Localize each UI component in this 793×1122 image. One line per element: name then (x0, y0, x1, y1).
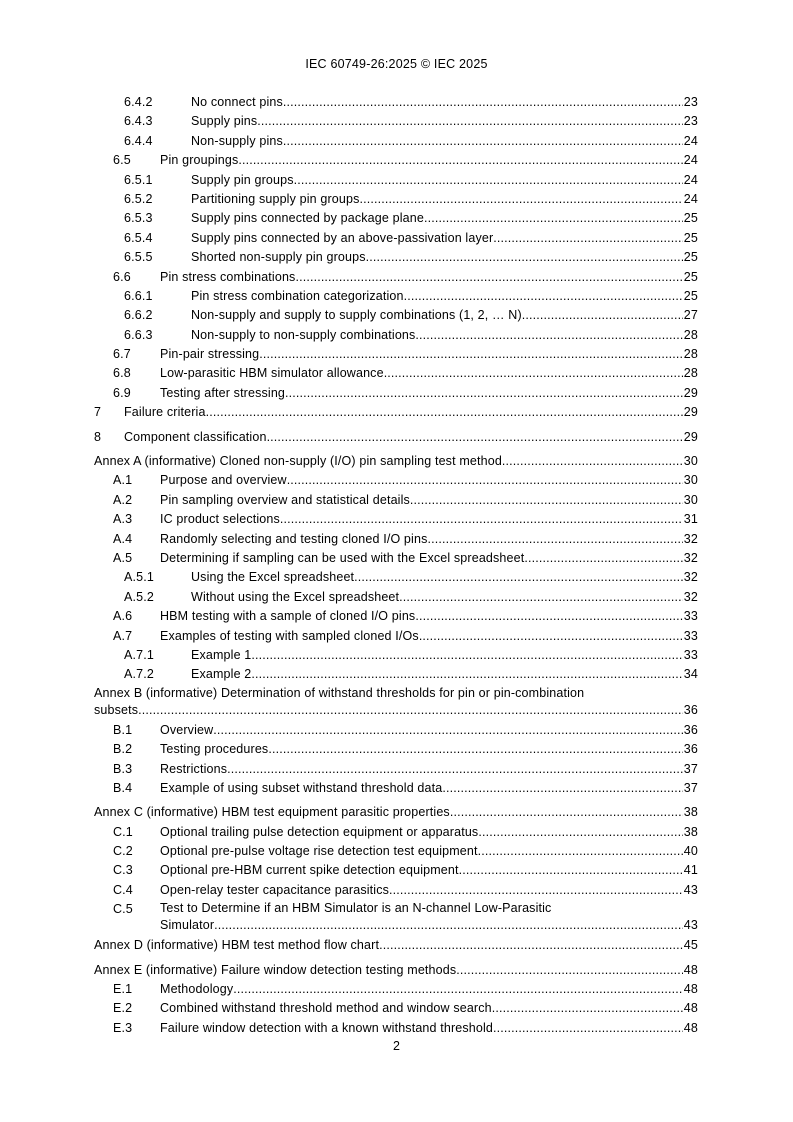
toc-entry-number: B.4 (113, 780, 133, 795)
dot-leader (295, 268, 682, 287)
toc-entry-title: Test to Determine if an HBM Simulator is an N-channel Low-Parasitic (160, 901, 552, 916)
toc-entry-number: 6.5 (113, 153, 131, 168)
toc-entry[interactable] (94, 384, 698, 403)
toc-entry[interactable] (94, 268, 698, 287)
toc-entry-page: 24 (683, 133, 698, 148)
toc-entry-page: 28 (683, 327, 698, 342)
dot-leader (424, 209, 683, 228)
toc-entry-page: 48 (683, 962, 698, 977)
toc-entry[interactable] (94, 588, 698, 607)
toc-entry[interactable] (94, 209, 698, 228)
toc-entry-title: Methodology (160, 982, 234, 997)
toc-entry-number: 8 (94, 429, 102, 444)
toc-entry-page: 37 (683, 780, 698, 795)
toc-entry[interactable] (94, 803, 698, 822)
dot-leader (493, 229, 683, 248)
toc-entry[interactable] (94, 364, 698, 383)
toc-entry-title: Combined withstand threshold method and window search (160, 1001, 492, 1016)
toc-entry-title: Partitioning supply pin groups (191, 191, 360, 206)
dot-leader (442, 779, 682, 798)
toc-entry[interactable] (94, 881, 698, 900)
toc-entry-title: Annex A (informative) Cloned non-supply (I/O) pin sampling test method (94, 454, 502, 469)
toc-entry-page: 45 (683, 938, 698, 953)
toc-entry-number: A.7.2 (124, 667, 154, 682)
toc-entry-title: Open-relay tester capacitance parasitics (160, 882, 390, 897)
toc-entry-page: 25 (683, 230, 698, 245)
dot-leader (502, 452, 683, 471)
toc-entry-title: Non-supply and supply to supply combinations (1, 2, … N) (191, 308, 522, 323)
toc-entry-page: 33 (683, 647, 698, 662)
toc-entry-number: C.1 (113, 824, 133, 839)
toc-entry-page: 29 (683, 385, 698, 400)
toc-entry-page: 24 (683, 172, 698, 187)
toc-entry-number: B.2 (113, 742, 133, 757)
toc-entry-title: Low-parasitic HBM simulator allowance (160, 366, 384, 381)
toc-entry-page: 33 (683, 609, 698, 624)
toc-entry-page: 41 (683, 863, 698, 878)
toc-entry-title: Testing after stressing (160, 385, 286, 400)
toc-entry-number: C.2 (113, 844, 133, 859)
toc-entry-title: Example 2 (191, 667, 252, 682)
toc-entry-number: A.5.2 (124, 589, 154, 604)
toc-entry-number: A.5 (113, 550, 133, 565)
toc-entry-page: 48 (683, 1001, 698, 1016)
toc-entry-page: 25 (683, 250, 698, 265)
toc-entry-page: 33 (683, 628, 698, 643)
dot-leader (419, 627, 683, 646)
toc-entry-page: 29 (683, 405, 698, 420)
toc-entry[interactable] (94, 900, 698, 936)
toc-entry-title: Optional trailing pulse detection equipment or apparatus (160, 824, 479, 839)
toc-entry-number: B.3 (113, 761, 133, 776)
toc-entry-title: Pin groupings (160, 153, 239, 168)
toc-entry[interactable] (94, 530, 698, 549)
dot-leader (267, 428, 683, 447)
toc-entry-page: 28 (683, 347, 698, 362)
toc-entry-page: 32 (683, 531, 698, 546)
toc-entry-page: 30 (683, 473, 698, 488)
dot-leader (410, 491, 683, 510)
toc-entry-number: 6.5.5 (124, 250, 153, 265)
toc-entry-number: A.1 (113, 473, 133, 488)
toc-entry[interactable] (94, 961, 698, 980)
page-header: IEC 60749-26:2025 © IEC 2025 (305, 57, 488, 71)
toc-entry-title: Annex D (informative) HBM test method flow chart (94, 938, 380, 953)
toc-entry-number: A.3 (113, 512, 133, 527)
toc-entry-page: 30 (683, 492, 698, 507)
toc-entry-page: 38 (683, 824, 698, 839)
toc-entry-number: 6.5.4 (124, 230, 153, 245)
toc-entry-title: Component classification (124, 429, 267, 444)
toc-entry-number: C.3 (113, 863, 133, 878)
toc-entry-page: 43 (683, 882, 698, 897)
toc-entry-page: 48 (683, 1020, 698, 1035)
toc-entry[interactable] (94, 980, 698, 999)
toc-entry-page: 24 (683, 153, 698, 168)
toc-entry-number: A.7.1 (124, 647, 154, 662)
dot-leader (379, 936, 683, 955)
toc-entry-page: 25 (683, 211, 698, 226)
toc-entry-title: IC product selections (160, 512, 280, 527)
dot-leader (213, 721, 682, 740)
toc-entry-title: Pin-pair stressing (160, 347, 260, 362)
dot-leader (280, 510, 683, 529)
dot-leader (450, 803, 683, 822)
toc-entry-page: 29 (683, 429, 698, 444)
toc-entry-title: Examples of testing with sampled cloned I/Os (160, 628, 419, 643)
dot-leader (268, 740, 682, 759)
toc-entry-number: 6.9 (113, 385, 131, 400)
toc-entry[interactable] (94, 403, 698, 422)
toc-entry-number: A.6 (113, 609, 133, 624)
toc-entry-title-continued: Simulator (160, 918, 215, 933)
toc-entry-number: E.2 (113, 1001, 133, 1016)
toc-entry[interactable] (94, 151, 698, 170)
dot-leader (294, 171, 683, 190)
toc-entry[interactable] (94, 999, 698, 1018)
toc-entry-number: E.1 (113, 982, 133, 997)
dot-leader (257, 112, 683, 131)
toc-entry-page: 32 (683, 550, 698, 565)
toc-entry[interactable] (94, 345, 698, 364)
dot-leader (404, 287, 683, 306)
toc-entry[interactable] (94, 823, 698, 842)
toc-entry[interactable] (94, 627, 698, 646)
toc-entry-page: 36 (683, 722, 698, 737)
dot-leader (214, 916, 683, 934)
dot-leader (524, 549, 682, 568)
toc-entry[interactable] (94, 760, 698, 779)
dot-leader (399, 588, 683, 607)
dot-leader (415, 326, 682, 345)
toc-entry-page: 31 (683, 512, 698, 527)
toc-entry[interactable] (94, 229, 698, 248)
toc-entry[interactable] (94, 665, 698, 684)
toc-entry-number: A.4 (113, 531, 133, 546)
toc-entry-title: HBM testing with a sample of cloned I/O pins (160, 609, 416, 624)
toc-entry-page: 48 (683, 982, 698, 997)
toc-entry-title-continued: subsets (94, 702, 139, 717)
toc-entry[interactable] (94, 287, 698, 306)
toc-entry-page: 38 (683, 805, 698, 820)
toc-entry-page: 23 (683, 95, 698, 109)
toc-entry[interactable] (94, 779, 698, 798)
dot-leader (251, 665, 682, 684)
toc-entry[interactable] (94, 646, 698, 665)
toc-entry-title: No connect pins (191, 95, 283, 109)
dot-leader (251, 646, 682, 665)
toc-entry[interactable] (94, 171, 698, 190)
toc-entry-page: 27 (683, 308, 698, 323)
toc-entry-number: 6.5.3 (124, 211, 153, 226)
toc-entry-title: Restrictions (160, 761, 228, 776)
toc-entry-page: 30 (683, 454, 698, 469)
toc-entry[interactable] (94, 936, 698, 955)
toc-entry-number: C.5 (113, 902, 133, 917)
dot-leader (283, 93, 683, 112)
toc-entry-number: 6.6 (113, 269, 131, 284)
toc-entry-title: Annex E (informative) Failure window detection testing methods (94, 962, 457, 977)
toc-entry-number: A.5.1 (124, 570, 154, 585)
toc-entry-number: 7 (94, 405, 102, 420)
toc-entry-title: Supply pins (191, 114, 258, 129)
toc-entry-title: Non-supply to non-supply combinations (191, 327, 416, 342)
toc-entry-number: A.7 (113, 628, 133, 643)
toc-entry[interactable] (94, 93, 698, 112)
toc-entry-title: Failure criteria (124, 405, 206, 420)
dot-leader (522, 306, 683, 325)
toc-entry-title: Testing procedures (160, 742, 269, 757)
dot-leader (287, 471, 683, 490)
toc-entry[interactable] (94, 1019, 698, 1038)
toc-entry-page: 36 (683, 702, 698, 717)
toc-entry-title: Supply pins connected by package plane (191, 211, 424, 226)
toc-entry-page: 36 (683, 742, 698, 757)
toc-entry-page: 40 (683, 844, 698, 859)
dot-leader (259, 345, 683, 364)
toc-entry-title: Randomly selecting and testing cloned I/O pins (160, 531, 428, 546)
toc-entry-number: 6.6.3 (124, 327, 153, 342)
toc-entry-number: 6.7 (113, 347, 131, 362)
toc-entry-number: A.2 (113, 492, 133, 507)
dot-leader (138, 701, 683, 719)
toc-entry-page: 25 (683, 269, 698, 284)
toc-entry[interactable] (94, 132, 698, 151)
dot-leader (492, 999, 683, 1018)
toc-entry-title: Non-supply pins (191, 133, 283, 148)
toc-entry-title: Example 1 (191, 647, 252, 662)
toc-entry-title: Purpose and overview (160, 473, 287, 488)
dot-leader (389, 881, 683, 900)
toc-entry-number: 6.5.1 (124, 172, 153, 187)
toc-entry-page: 23 (683, 114, 698, 129)
dot-leader (227, 760, 683, 779)
toc-entry[interactable] (94, 740, 698, 759)
toc-entry-number: C.4 (113, 882, 133, 897)
toc-entry[interactable] (94, 685, 698, 721)
toc-entry-title: Optional pre-pulse voltage rise detection test equipment (160, 844, 478, 859)
dot-leader (285, 384, 683, 403)
table-of-contents (94, 93, 698, 1038)
toc-entry-title: Determining if sampling can be used with the Excel spreadsheet (160, 550, 525, 565)
toc-entry-page: 32 (683, 570, 698, 585)
toc-entry[interactable] (94, 510, 698, 529)
toc-entry[interactable] (94, 326, 698, 345)
toc-entry[interactable] (94, 568, 698, 587)
toc-entry[interactable] (94, 452, 698, 471)
dot-leader (493, 1019, 683, 1038)
toc-entry-page: 28 (683, 366, 698, 381)
toc-entry-title: Supply pins connected by an above-passivation layer (191, 230, 494, 245)
toc-entry-number: E.3 (113, 1020, 133, 1035)
dot-leader (459, 861, 683, 880)
toc-entry[interactable] (94, 306, 698, 325)
toc-entry-number: 6.4.2 (124, 95, 153, 109)
dot-leader (206, 403, 683, 422)
toc-entry-title: Annex B (informative) Determination of withstand thresholds for pin or pin-combination (94, 685, 585, 700)
toc-entry-title: Optional pre-HBM current spike detection equipment (160, 863, 459, 878)
toc-entry-number: 6.8 (113, 366, 131, 381)
page-number: 2 (393, 1039, 400, 1053)
dot-leader (478, 842, 683, 861)
toc-entry-page: 25 (683, 288, 698, 303)
dot-leader (354, 568, 683, 587)
toc-entry-page: 34 (683, 667, 698, 682)
toc-entry[interactable] (94, 248, 698, 267)
dot-leader (238, 151, 682, 170)
dot-leader (478, 823, 682, 842)
toc-entry-title: Without using the Excel spreadsheet (191, 589, 400, 604)
dot-leader (384, 364, 683, 383)
toc-entry-title: Overview (160, 722, 214, 737)
toc-entry-title: Using the Excel spreadsheet (191, 570, 355, 585)
toc-entry[interactable] (94, 861, 698, 880)
toc-entry-number: 6.6.1 (124, 288, 153, 303)
toc-entry[interactable] (94, 721, 698, 740)
toc-entry-title: Shorted non-supply pin groups (191, 250, 366, 265)
toc-entry[interactable] (94, 607, 698, 626)
toc-entry-page: 24 (683, 191, 698, 206)
dot-leader (456, 961, 683, 980)
dot-leader (415, 607, 682, 626)
dot-leader (366, 248, 683, 267)
toc-entry[interactable] (94, 842, 698, 861)
toc-entry[interactable] (94, 428, 698, 447)
toc-entry-title: Example of using subset withstand threshold data (160, 780, 443, 795)
toc-entry[interactable] (94, 112, 698, 131)
toc-entry-title: Pin stress combinations (160, 269, 296, 284)
toc-entry-title: Pin sampling overview and statistical details (160, 492, 410, 507)
dot-leader (283, 132, 683, 151)
toc-entry-page: 37 (683, 761, 698, 776)
toc-entry-page: 32 (683, 589, 698, 604)
toc-entry[interactable] (94, 491, 698, 510)
toc-entry-number: 6.4.3 (124, 114, 153, 129)
toc-entry-title: Pin stress combination categorization (191, 288, 404, 303)
toc-entry-number: 6.5.2 (124, 191, 153, 206)
dot-leader (360, 190, 683, 209)
toc-entry-number: 6.6.2 (124, 308, 153, 323)
toc-entry-number: 6.4.4 (124, 133, 153, 148)
dot-leader (427, 530, 682, 549)
toc-entry-title: Annex C (informative) HBM test equipment parasitic properties (94, 805, 450, 820)
toc-entry[interactable] (94, 471, 698, 490)
toc-entry-title: Failure window detection with a known withstand threshold (160, 1020, 494, 1035)
dot-leader (233, 980, 683, 999)
toc-entry[interactable] (94, 549, 698, 568)
toc-entry-number: B.1 (113, 722, 133, 737)
toc-entry-title: Supply pin groups (191, 172, 294, 187)
toc-entry-page: 43 (683, 918, 698, 933)
toc-entry[interactable] (94, 190, 698, 209)
